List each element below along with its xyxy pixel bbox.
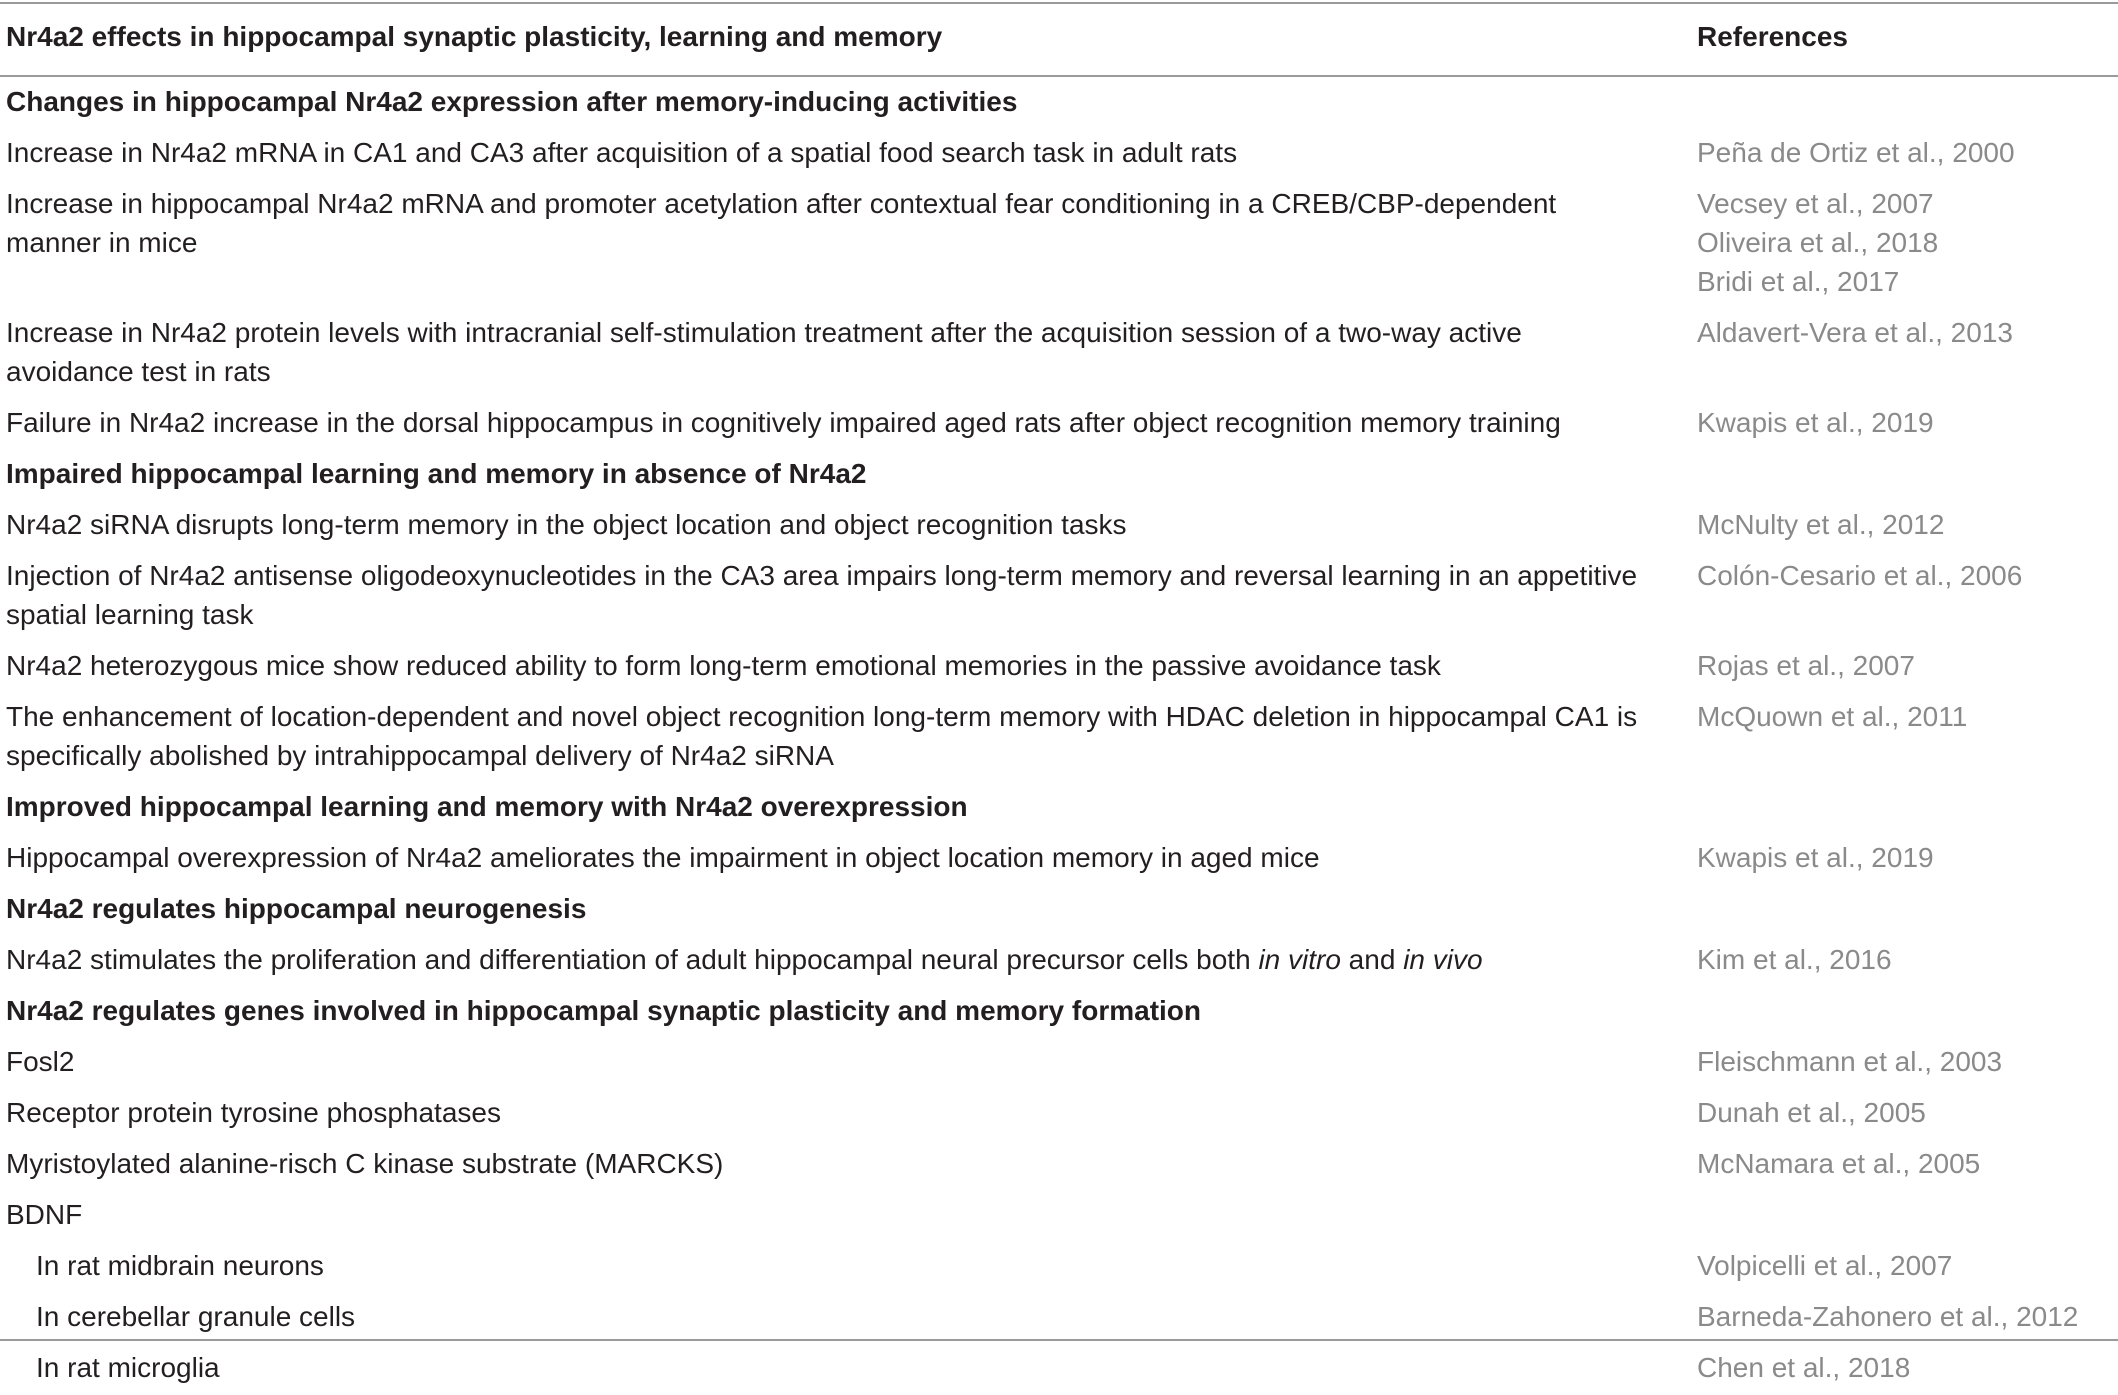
effect-cell: Increase in Nr4a2 protein levels with intracranial self-stimulation treatment after the acquisition session of a two-way active avoidance test in rats [6, 317, 1522, 387]
reference: McQuown et al., 2011 [1697, 701, 1968, 732]
reference-cell [1697, 1089, 2114, 1140]
table-row [6, 501, 2114, 552]
section-row [6, 783, 2114, 834]
header-references: References [1697, 21, 1848, 52]
effect-text-indented: In rat microglia [36, 1352, 220, 1383]
reference: Oliveira et al., 2018 [1697, 227, 1939, 258]
table-row [6, 1344, 2114, 1395]
section-title: Impaired hippocampal learning and memory in absence of Nr4a2 [6, 458, 867, 489]
effect-cell: Myristoylated alanine-risch C kinase substrate (MARCKS) [6, 1148, 724, 1179]
effect-cell: Receptor protein tyrosine phosphatases [6, 1097, 501, 1128]
table-row [6, 1038, 2114, 1089]
table-row [6, 1242, 2114, 1293]
effect-cell: BDNF [6, 1199, 83, 1230]
reference-cell [1697, 834, 2114, 885]
reference: Kwapis et al., 2019 [1697, 407, 1934, 438]
reference-cell [1697, 1293, 2114, 1344]
top-rule [0, 2, 2118, 4]
header-row [6, 17, 2114, 64]
reference-cell [1697, 936, 2114, 987]
reference-cell [1697, 1344, 2114, 1395]
reference: Barneda-Zahonero et al., 2012 [1697, 1301, 2079, 1332]
reference: Vecsey et al., 2007 [1697, 188, 1934, 219]
table-row [6, 552, 2114, 642]
table-row [6, 693, 2114, 783]
table-row [6, 180, 2114, 309]
bottom-rule [0, 1339, 2118, 1341]
table-row [6, 1140, 2114, 1191]
section-title: Improved hippocampal learning and memory with Nr4a2 overexpression [6, 791, 968, 822]
effect-cell: Failure in Nr4a2 increase in the dorsal hippocampus in cognitively impaired aged rats after object recognition memory training [6, 407, 1561, 438]
effect-cell: Increase in Nr4a2 mRNA in CA1 and CA3 after acquisition of a spatial food search task in adult rats [6, 137, 1238, 168]
reference-cell [1697, 129, 2114, 180]
effect-text: and [1340, 944, 1404, 975]
effect-cell [6, 1293, 1697, 1344]
reference-cell [1697, 1038, 2114, 1089]
effect-text: Nr4a2 stimulates the proliferation and differentiation of adult hippocampal neural precursor cells both [6, 944, 1259, 975]
effect-text-italic: in vitro [1258, 944, 1341, 975]
reference-cell [1697, 642, 2114, 693]
reference: Peña de Ortiz et al., 2000 [1697, 137, 2015, 168]
reference-cell [1697, 1191, 2114, 1242]
effect-text-indented: In rat midbrain neurons [36, 1250, 324, 1281]
section-row [6, 64, 2114, 129]
reference: Colón-Cesario et al., 2006 [1697, 560, 2023, 591]
section-row [6, 885, 2114, 936]
reference: Dunah et al., 2005 [1697, 1097, 1926, 1128]
reference-cell [1697, 309, 2114, 399]
table-row [6, 309, 2114, 399]
reference: Kim et al., 2016 [1697, 944, 1892, 975]
effect-cell: Nr4a2 siRNA disrupts long-term memory in the object location and object recognition tasks [6, 509, 1127, 540]
reference-cell [1697, 1140, 2114, 1191]
nr4a2-table [6, 17, 2114, 1395]
reference: Bridi et al., 2017 [1697, 266, 1900, 297]
effect-cell: Injection of Nr4a2 antisense oligodeoxynucleotides in the CA3 area impairs long-term memory and reversal learning in an appetitive spatial learning task [6, 560, 1638, 630]
table-row [6, 834, 2114, 885]
effect-cell: Nr4a2 heterozygous mice show reduced ability to form long-term emotional memories in the passive avoidance task [6, 650, 1441, 681]
effect-cell: The enhancement of location-dependent and novel object recognition long-term memory with HDAC deletion in hippocampal CA1 is specifically abolished by intrahippocampal delivery of Nr4a2 siRNA [6, 701, 1638, 771]
reference: Volpicelli et al., 2007 [1697, 1250, 1953, 1281]
effect-cell: Hippocampal overexpression of Nr4a2 ameliorates the impairment in object location memory in aged mice [6, 842, 1320, 873]
section-title: Nr4a2 regulates genes involved in hippocampal synaptic plasticity and memory formation [6, 995, 1202, 1026]
table-row [6, 1293, 2114, 1344]
table-row [6, 1089, 2114, 1140]
table-row [6, 1191, 2114, 1242]
effect-text-indented: In cerebellar granule cells [36, 1301, 356, 1332]
reference: Fleischmann et al., 2003 [1697, 1046, 2003, 1077]
table-row [6, 399, 2114, 450]
reference: McNamara et al., 2005 [1697, 1148, 1981, 1179]
section-title: Changes in hippocampal Nr4a2 expression after memory-inducing activities [6, 86, 1018, 117]
table-row [6, 936, 2114, 987]
effect-cell [6, 1344, 1697, 1395]
reference-cell [1697, 1242, 2114, 1293]
reference-cell [1697, 399, 2114, 450]
header-effects: Nr4a2 effects in hippocampal synaptic plasticity, learning and memory [6, 21, 943, 52]
reference: Rojas et al., 2007 [1697, 650, 1915, 681]
reference: McNulty et al., 2012 [1697, 509, 1945, 540]
reference: Chen et al., 2018 [1697, 1352, 1911, 1383]
effect-cell [6, 936, 1697, 987]
section-title: Nr4a2 regulates hippocampal neurogenesis [6, 893, 587, 924]
reference-cell [1697, 180, 2114, 309]
effect-cell: Increase in hippocampal Nr4a2 mRNA and promoter acetylation after contextual fear conditioning in a CREB/CBP-dependent manner in mice [6, 188, 1557, 258]
table-row [6, 129, 2114, 180]
effect-cell: Fosl2 [6, 1046, 75, 1077]
reference: Kwapis et al., 2019 [1697, 842, 1934, 873]
reference-cell [1697, 552, 2114, 642]
effect-cell [6, 1242, 1697, 1293]
effect-text-italic: in vivo [1403, 944, 1483, 975]
section-row [6, 450, 2114, 501]
table-row [6, 642, 2114, 693]
reference: Aldavert-Vera et al., 2013 [1697, 317, 2013, 348]
reference-cell [1697, 501, 2114, 552]
reference-cell [1697, 693, 2114, 783]
section-row [6, 987, 2114, 1038]
